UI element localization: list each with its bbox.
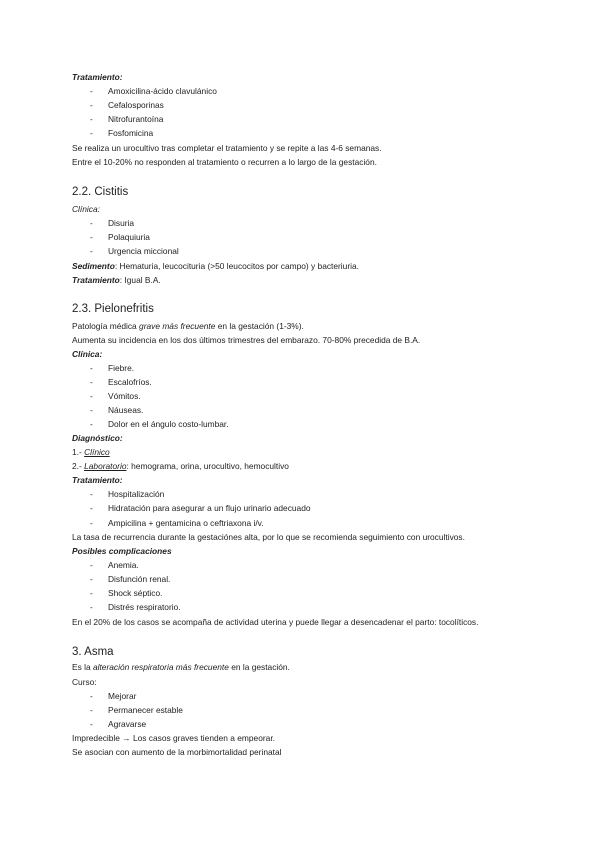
list-item: Shock séptico. <box>108 588 163 598</box>
list-item: Distrés respiratorio. <box>108 602 181 612</box>
paragraph: Aumenta su incidencia en los dos últimos trimestres del embarazo. 70-80% precedida de B.A. <box>72 335 421 345</box>
list-item: Hidratación para asegurar a un flujo urinario adecuado <box>108 503 311 513</box>
list-item: Permanecer estable <box>108 705 183 715</box>
bullet: - <box>90 691 93 701</box>
paragraph: Impredecible → Los casos graves tienden a empeorar. <box>72 733 275 743</box>
list-item: Disuria <box>108 218 135 228</box>
list-item: Hospitalización <box>108 489 165 499</box>
paragraph: Se realiza un urocultivo tras completar el tratamiento y se repite a las 4-6 semanas. <box>72 143 382 153</box>
tratamiento-label: Tratamiento: <box>72 72 123 82</box>
bullet: - <box>90 114 93 124</box>
tratamiento-line <box>72 275 161 286</box>
bullet: - <box>90 218 93 228</box>
bullet: - <box>90 719 93 729</box>
section-heading-cistitis: 2.2. Cistitis <box>72 186 129 198</box>
list-number: 1.- <box>72 447 85 457</box>
bullet: - <box>90 377 93 387</box>
bullet: - <box>90 560 93 570</box>
clinica-label: Clínica: <box>72 204 100 214</box>
section-heading-asma: 3. Asma <box>72 646 114 658</box>
bullet: - <box>90 405 93 415</box>
bullet: - <box>90 588 93 598</box>
list-item: Polaquiuria <box>108 232 150 242</box>
list-item: Escalofríos. <box>108 377 152 387</box>
curso-label: Curso: <box>72 677 97 687</box>
diagnostico-clinico: Clínico <box>84 447 110 457</box>
list-item: Fosfomicina <box>108 128 154 138</box>
paragraph: La tasa de recurrencia durante la gestaciónes alta, por lo que se recomienda seguimiento con urocultivos. <box>72 532 465 542</box>
paragraph <box>72 321 304 332</box>
list-item: Agravarse <box>108 719 147 729</box>
bullet: - <box>90 391 93 401</box>
list-item: Mejorar <box>108 691 137 701</box>
emphasis-text: grave más frecuente <box>139 321 216 331</box>
emphasis-text: alteración respiratoria más frecuente <box>92 662 229 672</box>
diagnostico-label: Diagnóstico: <box>72 433 123 443</box>
diagnostico-laboratorio: Laboratorio <box>84 461 127 471</box>
bullet: - <box>90 574 93 584</box>
bullet: - <box>90 419 93 429</box>
list-item: Anemia. <box>108 560 139 570</box>
bullet: - <box>90 518 93 528</box>
clinica-label: Clínica: <box>72 349 103 359</box>
tratamiento-label: Tratamiento <box>72 275 120 285</box>
list-item: Vómitos. <box>108 391 141 401</box>
sedimento-line <box>72 261 359 272</box>
bullet: - <box>90 128 93 138</box>
complicaciones-label: Posibles complicaciones <box>72 546 172 556</box>
bullet: - <box>90 232 93 242</box>
bullet: - <box>90 246 93 256</box>
diagnostico-line <box>72 461 289 472</box>
paragraph: En el 20% de los casos se acompaña de actividad uterina y puede llegar a desencadenar el parto: tocolíticos. <box>72 617 479 627</box>
list-item: Náuseas. <box>108 405 144 415</box>
list-item: Dolor en el ángulo costo-lumbar. <box>108 419 229 429</box>
text-span: : hemograma, orina, urocultivo, hemocultivo <box>126 461 289 471</box>
list-item: Cefalosporinas <box>108 100 164 110</box>
list-item: Amoxicilina-ácido clavulánico <box>108 86 217 96</box>
bullet: - <box>90 363 93 373</box>
text-span: Es la <box>72 662 93 672</box>
sedimento-text: : Hematuria, leucocituria (>50 leucocitos por campo) y bacteriuria. <box>114 261 359 271</box>
text-span: en la gestación (1-3%). <box>215 321 304 331</box>
paragraph: Entre el 10-20% no responden al tratamiento o recurren a lo largo de la gestación. <box>72 157 377 167</box>
list-item: Urgencia miccional <box>108 246 179 256</box>
list-item: Ampicilina + gentamicina o ceftriaxona i/v. <box>108 518 264 528</box>
bullet: - <box>90 489 93 499</box>
paragraph: Se asocian con aumento de la morbimortalidad perinatal <box>72 747 282 757</box>
list-item: Fiebre. <box>108 363 135 373</box>
tratamiento-text: : Igual B.A. <box>119 275 161 285</box>
list-item: Disfunción renal. <box>108 574 171 584</box>
sedimento-label: Sedimento <box>72 261 115 271</box>
tratamiento-label: Tratamiento: <box>72 475 123 485</box>
bullet: - <box>90 503 93 513</box>
diagnostico-line <box>72 447 110 458</box>
paragraph <box>72 662 290 673</box>
bullet: - <box>90 100 93 110</box>
text-span: Patología médica <box>72 321 140 331</box>
text-span: en la gestación. <box>228 662 290 672</box>
section-heading-pielonefritis: 2.3. Pielonefritis <box>72 303 154 315</box>
list-item: Nitrofurantoína <box>108 114 164 124</box>
bullet: - <box>90 602 93 612</box>
bullet: - <box>90 86 93 96</box>
list-number: 2.- <box>72 461 85 471</box>
bullet: - <box>90 705 93 715</box>
